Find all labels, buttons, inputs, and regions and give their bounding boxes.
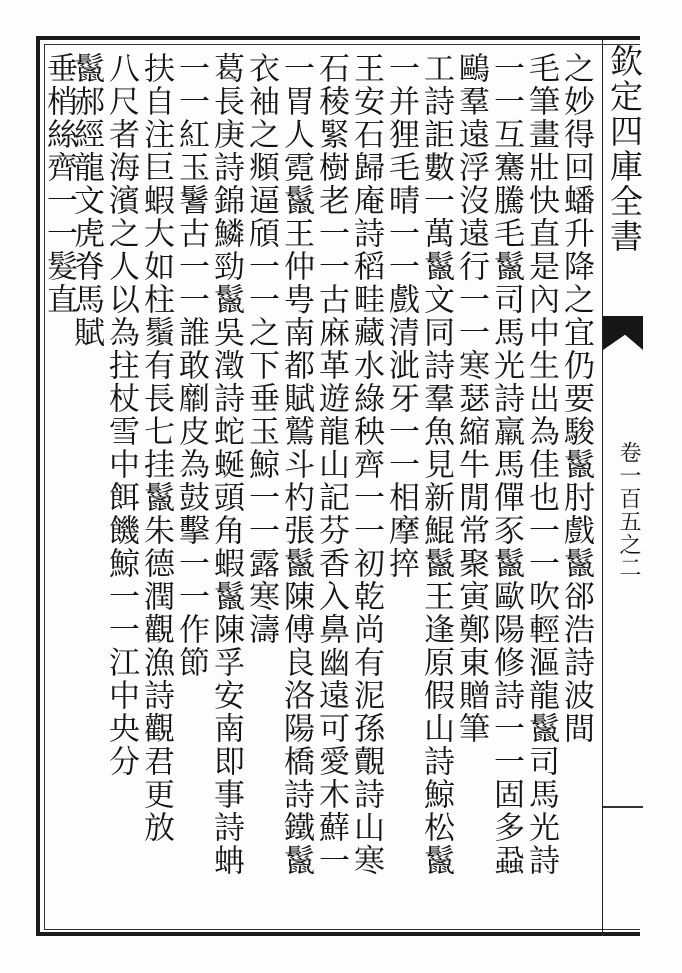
text-column-1: 之妙得回蟠升降之宜仍要駿鬣肘戲鬣郤浩詩波間 [558,52,594,745]
text-column-2: 毛筆畫壯快直是內中生出為佳也一一吹輕漚龍鬣司馬光詩 [515,52,567,928]
text-column-14: 八尺者海濱之人以為拄杖雪中餌饑鯨一一江中央分 [95,52,147,928]
volume-label: 卷一百五之二 [616,441,641,579]
text-column-9: 一胃人霓鬣王仲甹南都賦鷲斗杓張鬣陳傅良洛陽橋詩鐵鬣 [270,52,322,928]
text-column-15: 鬣郝經龍文虎脊馬賦 [60,52,112,928]
text-column-10: 衣袖之頫逼頎一一之下垂玉鯨一一露寒濤 [235,52,287,928]
text-columns [41,46,600,930]
text-column-6: 一并狸毛晴一一戲清泚牙一一相摩捽 [375,52,427,928]
text-column-5: 工詩詎數一萬鬣文同詩羣魚見新鯤鬣王逢原假山詩鯨松鬣 [410,52,462,928]
text-column-12: 一一紅玉鬐古一一誰敢劘皮為鼓擊一一作節 [165,52,217,928]
text-column-4: 鷗羣遠浮沒遠行一一寒瑟縮牛閒常聚寅鄭東贈筆 [445,52,497,928]
text-column-11: 葛長庚詩錦鱗勁鬣吳澂詩蛇蜒頭角蝦鬣陳孚安南即事詩蚺 [200,52,252,928]
text-column-16: 垂梢絲齊一一髮直 [33,52,85,928]
text-column-7: 王安石歸庵詩稻畦藏水綠秧齊一一初乾尚有泥孫覿詩山寒 [340,52,392,928]
text-column-8: 石稜緊樹老一一古麻革遊龍山記芬香入鼻幽遠可愛木蘚一 [305,52,357,928]
margin-divider [603,806,643,808]
text-column-3: 一一互騫騰毛鬣司馬光詩羸馬僤豕鬣歐陽修詩一一固多蝨 [480,52,532,928]
book-title: 欽定四庫全書 [605,44,644,254]
text-column-13: 扶自注巨蝦大如柱鬚有長七挂鬣朱德潤觀漁詩觀君更放 [130,52,182,928]
center-fold-margin [602,36,643,936]
fishtail-mark-icon [603,316,643,350]
